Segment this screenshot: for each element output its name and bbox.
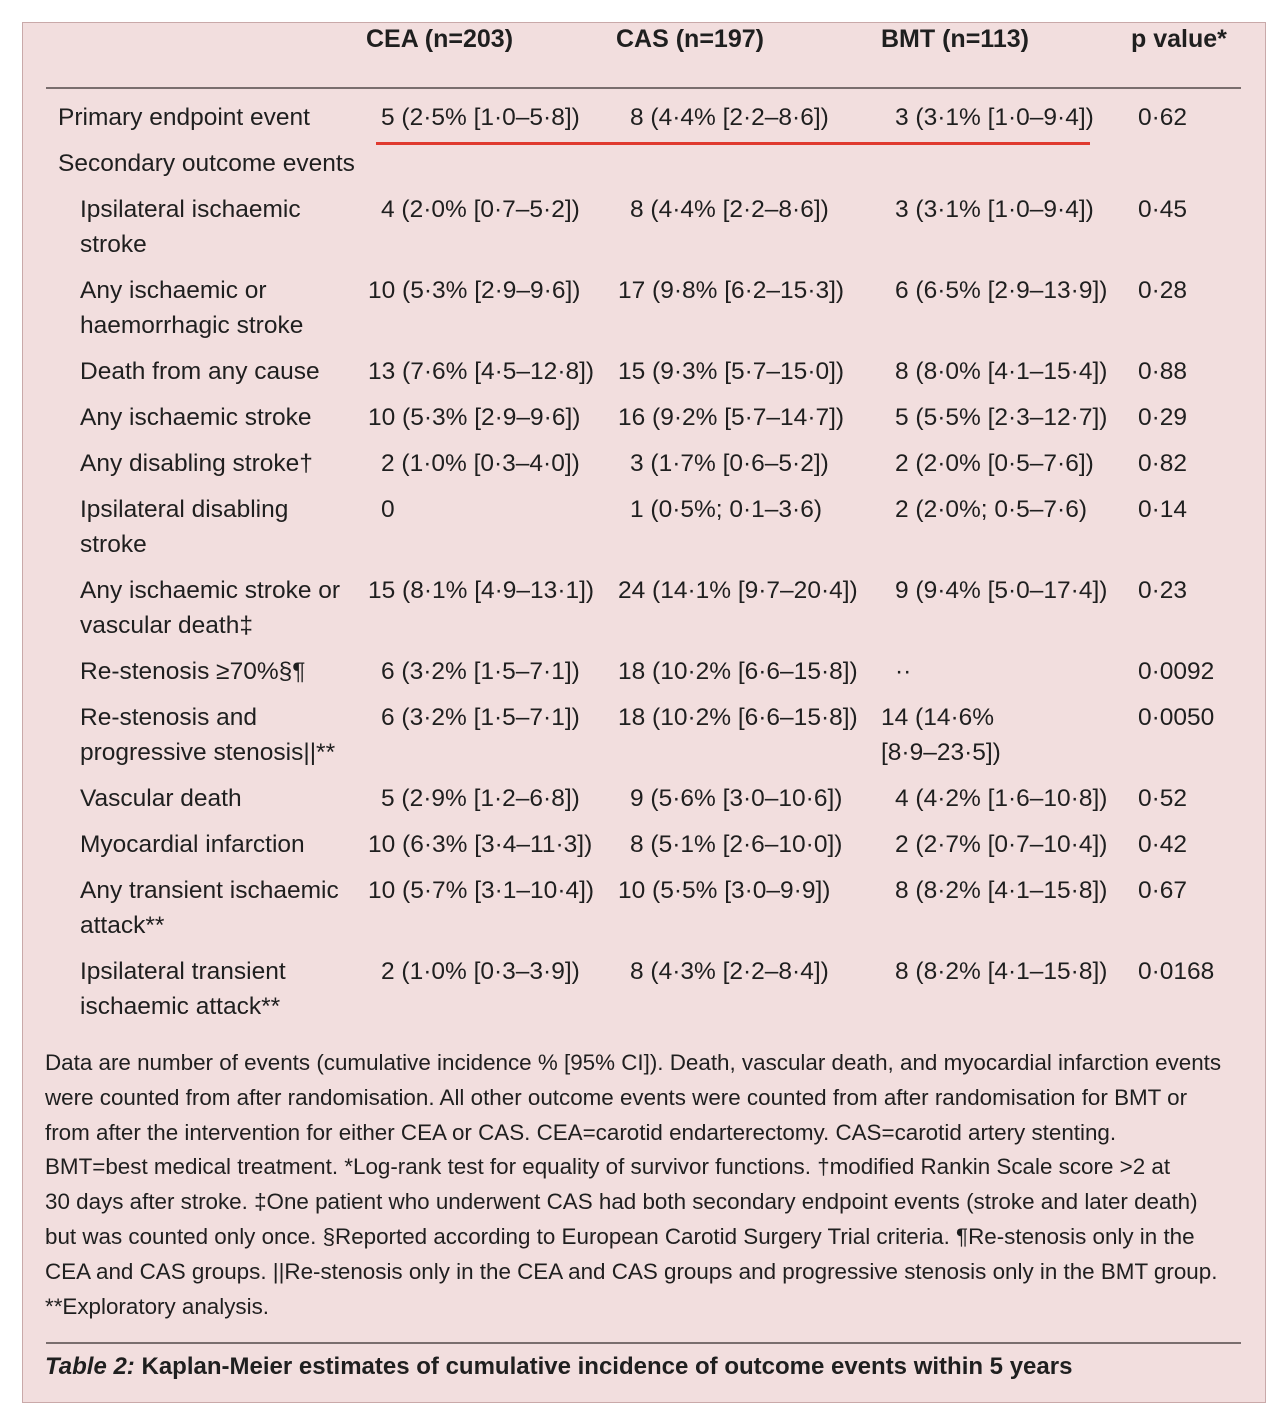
cell-p-value: 0·0050 bbox=[1138, 704, 1215, 731]
row-label-line2: vascular death‡ bbox=[80, 612, 253, 639]
cell-p-value: 0·42 bbox=[1138, 831, 1188, 858]
row-label: Any ischaemic or bbox=[80, 277, 267, 304]
cell-p-value: 0·28 bbox=[1138, 277, 1188, 304]
cell-cas: 17 (9·8% [6·2–15·3]) bbox=[618, 277, 845, 304]
cell-cea: 4 (2·0% [0·7–5·2]) bbox=[381, 196, 580, 223]
header-cea: CEA (n=203) bbox=[366, 25, 514, 53]
row-label: Any disabling stroke† bbox=[80, 450, 313, 477]
cell-bmt: 8 (8·0% [4·1–15·4]) bbox=[895, 358, 1108, 385]
cell-bmt: 2 (2·0% [0·5–7·6]) bbox=[895, 450, 1094, 477]
footnote-line: were counted from after randomisation. All other outcome events were counted from after randomisation for BMT or bbox=[45, 1084, 1188, 1110]
cell-cea: 2 (1·0% [0·3–4·0]) bbox=[381, 450, 580, 477]
cell-bmt: 5 (5·5% [2·3–12·7]) bbox=[895, 404, 1108, 431]
cell-cea: 5 (2·5% [1·0–5·8]) bbox=[381, 104, 580, 131]
row-label-line2: attack** bbox=[80, 912, 165, 939]
cell-cas: 3 (1·7% [0·6–5·2]) bbox=[630, 450, 829, 477]
cell-bmt: 2 (2·0%; 0·5–7·6) bbox=[895, 496, 1088, 523]
row-label: Any ischaemic stroke or bbox=[80, 577, 341, 604]
cell-p-value: 0·0168 bbox=[1138, 958, 1215, 985]
cell-cas: 18 (10·2% [6·6–15·8]) bbox=[618, 704, 858, 731]
cell-cas: 8 (4·3% [2·2–8·4]) bbox=[630, 958, 829, 985]
cell-p-value: 0·45 bbox=[1138, 196, 1188, 223]
cell-bmt: 8 (8·2% [4·1–15·8]) bbox=[895, 958, 1108, 985]
section-heading: Secondary outcome events bbox=[58, 150, 355, 177]
row-label-line2: progressive stenosis||** bbox=[80, 739, 336, 766]
footnote-line: BMT=best medical treatment. *Log-rank test for equality of survivor functions. †modified Rankin Scale score >2 at bbox=[45, 1154, 1171, 1180]
cell-cea: 2 (1·0% [0·3–3·9]) bbox=[381, 958, 580, 985]
cell-p-value: 0·88 bbox=[1138, 358, 1188, 385]
cell-cea: 6 (3·2% [1·5–7·1]) bbox=[381, 658, 580, 685]
row-label: Any ischaemic stroke bbox=[80, 404, 312, 431]
row-label-line2: ischaemic attack** bbox=[80, 993, 281, 1020]
caption-label: Table 2: bbox=[45, 1353, 135, 1380]
header-cas: CAS (n=197) bbox=[616, 25, 764, 53]
cell-bmt: 2 (2·7% [0·7–10·4]) bbox=[895, 831, 1108, 858]
footnote-line: but was counted only once. §Reported according to European Carotid Surgery Trial criteria. ¶Re-stenosis only in the bbox=[45, 1223, 1195, 1249]
cell-cea: 10 (5·3% [2·9–9·6]) bbox=[368, 404, 581, 431]
cell-cea: 10 (6·3% [3·4–11·3]) bbox=[368, 831, 593, 858]
cell-p-value: 0·67 bbox=[1138, 877, 1188, 904]
row-label: Death from any cause bbox=[80, 358, 320, 385]
footnote-line: 30 days after stroke. ‡One patient who underwent CAS had both secondary endpoint events (stroke and later death) bbox=[45, 1189, 1198, 1215]
cell-p-value: 0·14 bbox=[1138, 496, 1188, 523]
cell-bmt: 3 (3·1% [1·0–9·4]) bbox=[895, 104, 1094, 131]
cell-bmt: 14 (14·6% bbox=[881, 704, 995, 731]
cell-bmt: 6 (6·5% [2·9–13·9]) bbox=[895, 277, 1108, 304]
row-label: Primary endpoint event bbox=[58, 104, 310, 131]
footnote-line: CEA and CAS groups. ||Re-stenosis only in the CEA and CAS groups and progressive stenosis only in the BMT group. bbox=[45, 1258, 1218, 1284]
highlight-underline bbox=[376, 142, 1090, 145]
footnote-line: **Exploratory analysis. bbox=[45, 1293, 270, 1319]
cell-bmt: 9 (9·4% [5·0–17·4]) bbox=[895, 577, 1108, 604]
cell-cas: 24 (14·1% [9·7–20·4]) bbox=[618, 577, 858, 604]
row-label: Vascular death bbox=[80, 785, 242, 812]
cell-bmt: ·· bbox=[895, 658, 912, 685]
cell-bmt: 8 (8·2% [4·1–15·8]) bbox=[895, 877, 1108, 904]
cell-p-value: 0·82 bbox=[1138, 450, 1188, 477]
cell-p-value: 0·0092 bbox=[1138, 658, 1215, 685]
cell-cea: 10 (5·3% [2·9–9·6]) bbox=[368, 277, 581, 304]
cell-cas: 16 (9·2% [5·7–14·7]) bbox=[618, 404, 845, 431]
cell-cas: 9 (5·6% [3·0–10·6]) bbox=[630, 785, 843, 812]
table-caption bbox=[45, 1353, 1072, 1381]
row-label: Ipsilateral transient bbox=[80, 958, 286, 985]
table-footnotes bbox=[45, 1046, 1240, 1324]
row-label-line2: stroke bbox=[80, 231, 147, 258]
header-p-value: p value* bbox=[1131, 25, 1227, 53]
cell-p-value: 0·23 bbox=[1138, 577, 1188, 604]
cell-cas: 15 (9·3% [5·7–15·0]) bbox=[618, 358, 845, 385]
row-label-line2: haemorrhagic stroke bbox=[80, 312, 304, 339]
caption-text: Kaplan-Meier estimates of cumulative incidence of outcome events within 5 years bbox=[134, 1353, 1073, 1380]
row-label: Myocardial infarction bbox=[80, 831, 305, 858]
row-label-line2: stroke bbox=[80, 531, 147, 558]
footnote-line: Data are number of events (cumulative incidence % [95% CI]). Death, vascular death, and myocardial infarction events bbox=[45, 1050, 1222, 1075]
cell-cea: 0 bbox=[381, 496, 395, 523]
row-label: Re-stenosis ≥70%§¶ bbox=[80, 658, 306, 685]
row-label: Ipsilateral disabling bbox=[80, 496, 289, 523]
cell-cas: 8 (4·4% [2·2–8·6]) bbox=[630, 196, 829, 223]
row-label: Re-stenosis and bbox=[80, 704, 258, 731]
cell-cas: 8 (5·1% [2·6–10·0]) bbox=[630, 831, 843, 858]
footnote-line: from after the intervention for either CEA or CAS. CEA=carotid endarterectomy. CAS=carotid artery stenting. bbox=[45, 1119, 1117, 1145]
cell-cas: 1 (0·5%; 0·1–3·6) bbox=[630, 496, 823, 523]
cell-p-value: 0·52 bbox=[1138, 785, 1188, 812]
header-rule bbox=[46, 87, 1241, 89]
cell-cea: 6 (3·2% [1·5–7·1]) bbox=[381, 704, 580, 731]
cell-bmt-line2: [8·9–23·5]) bbox=[881, 739, 1001, 766]
cell-cea: 10 (5·7% [3·1–10·4]) bbox=[368, 877, 595, 904]
cell-cea: 15 (8·1% [4·9–13·1]) bbox=[368, 577, 595, 604]
cell-cas: 8 (4·4% [2·2–8·6]) bbox=[630, 104, 829, 131]
header-bmt: BMT (n=113) bbox=[881, 25, 1029, 53]
cell-p-value: 0·62 bbox=[1138, 104, 1188, 131]
row-label: Ipsilateral ischaemic bbox=[80, 196, 301, 223]
cell-cea: 5 (2·9% [1·2–6·8]) bbox=[381, 785, 580, 812]
cell-p-value: 0·29 bbox=[1138, 404, 1188, 431]
cell-bmt: 3 (3·1% [1·0–9·4]) bbox=[895, 196, 1094, 223]
cell-cas: 18 (10·2% [6·6–15·8]) bbox=[618, 658, 858, 685]
cell-bmt: 4 (4·2% [1·6–10·8]) bbox=[895, 785, 1108, 812]
row-label: Any transient ischaemic bbox=[80, 877, 339, 904]
cell-cea: 13 (7·6% [4·5–12·8]) bbox=[368, 358, 595, 385]
caption-rule bbox=[46, 1342, 1241, 1344]
cell-cas: 10 (5·5% [3·0–9·9]) bbox=[618, 877, 831, 904]
